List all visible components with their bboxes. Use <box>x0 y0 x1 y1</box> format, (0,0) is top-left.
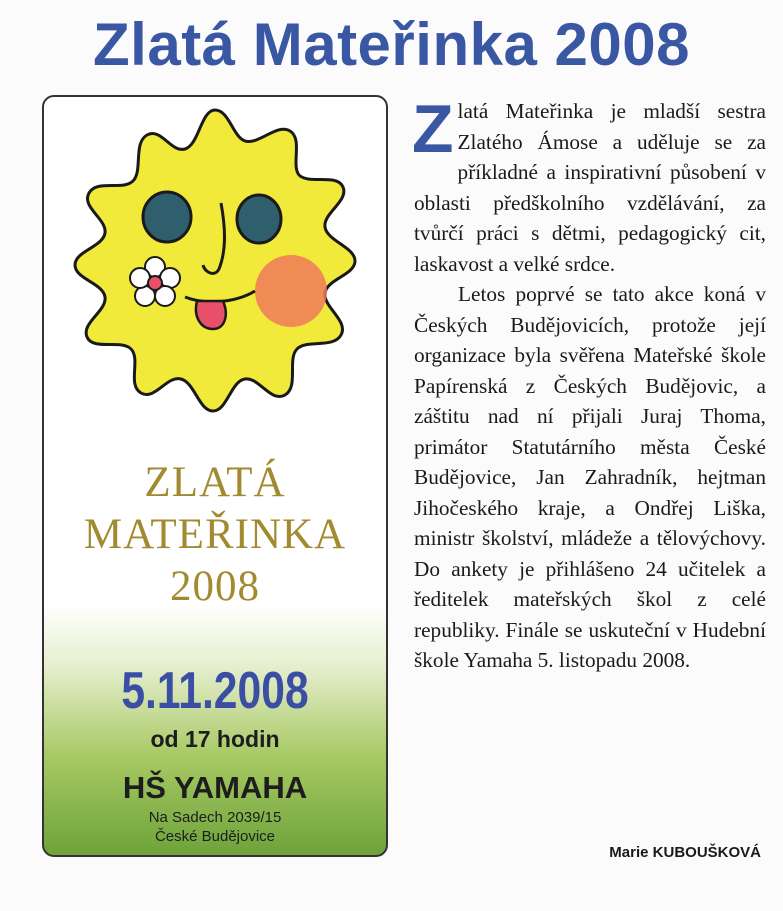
poster-venue: HŠ YAMAHA <box>122 770 308 805</box>
author-last-name: KUBOUŠKOVÁ <box>652 844 761 861</box>
author-byline <box>609 844 761 861</box>
article-paragraph: Letos poprvé se tato akce koná v Českých Budějovicích, protože její organizace byla svěřena Mateřské škole Papírenská z Českých Budějovic, a záštitu nad ní přijali Juraj Thoma, primátor Statutárního města České Budějovice, Jan Zahradník, hejtman Jihočeského kraje, a Ondřej Liška, ministr školství, mládeže a tělovýchovy. Do ankety je přihlášeno 24 učitelek a ředitelek mateřských škol z celé republiky. Finále se uskuteční v Hudební škole Yamaha 5. listopadu 2008. <box>414 282 766 672</box>
headline: Zlatá Mateřinka 2008 <box>93 11 690 78</box>
article-body <box>412 91 766 676</box>
sun-drawing-icon <box>44 97 386 427</box>
poster-address-line: Na Sadech 2039/15 <box>148 809 282 826</box>
paragraph-text: latá Mateřinka je mladší sestra Zlatého Ámose a uděluje se za příkladné a inspirativní působení v oblasti předškolního vzdělávání, za tvůrčí práci s dětmi, pedagogický cit, laskavost a velké srdce. <box>414 99 766 276</box>
poster-address-line: České Budějovice <box>154 828 276 845</box>
sun-rays <box>75 110 355 411</box>
poster-title-line: MATEŘINKA <box>83 511 347 558</box>
poster-time: od 17 hodin <box>150 726 280 752</box>
author-first-name: Marie <box>609 844 649 861</box>
tongue-icon <box>196 301 226 329</box>
poster-title-line: ZLATÁ <box>144 459 286 506</box>
article-paragraph <box>412 91 766 279</box>
left-eye-icon <box>143 192 191 242</box>
poster-title-line: 2008 <box>170 563 260 610</box>
poster-date: 5.11.2008 <box>121 662 309 720</box>
event-poster <box>42 95 388 857</box>
right-eye-icon <box>237 195 281 243</box>
drop-cap: Z <box>412 91 454 167</box>
cheek-icon <box>255 255 327 327</box>
